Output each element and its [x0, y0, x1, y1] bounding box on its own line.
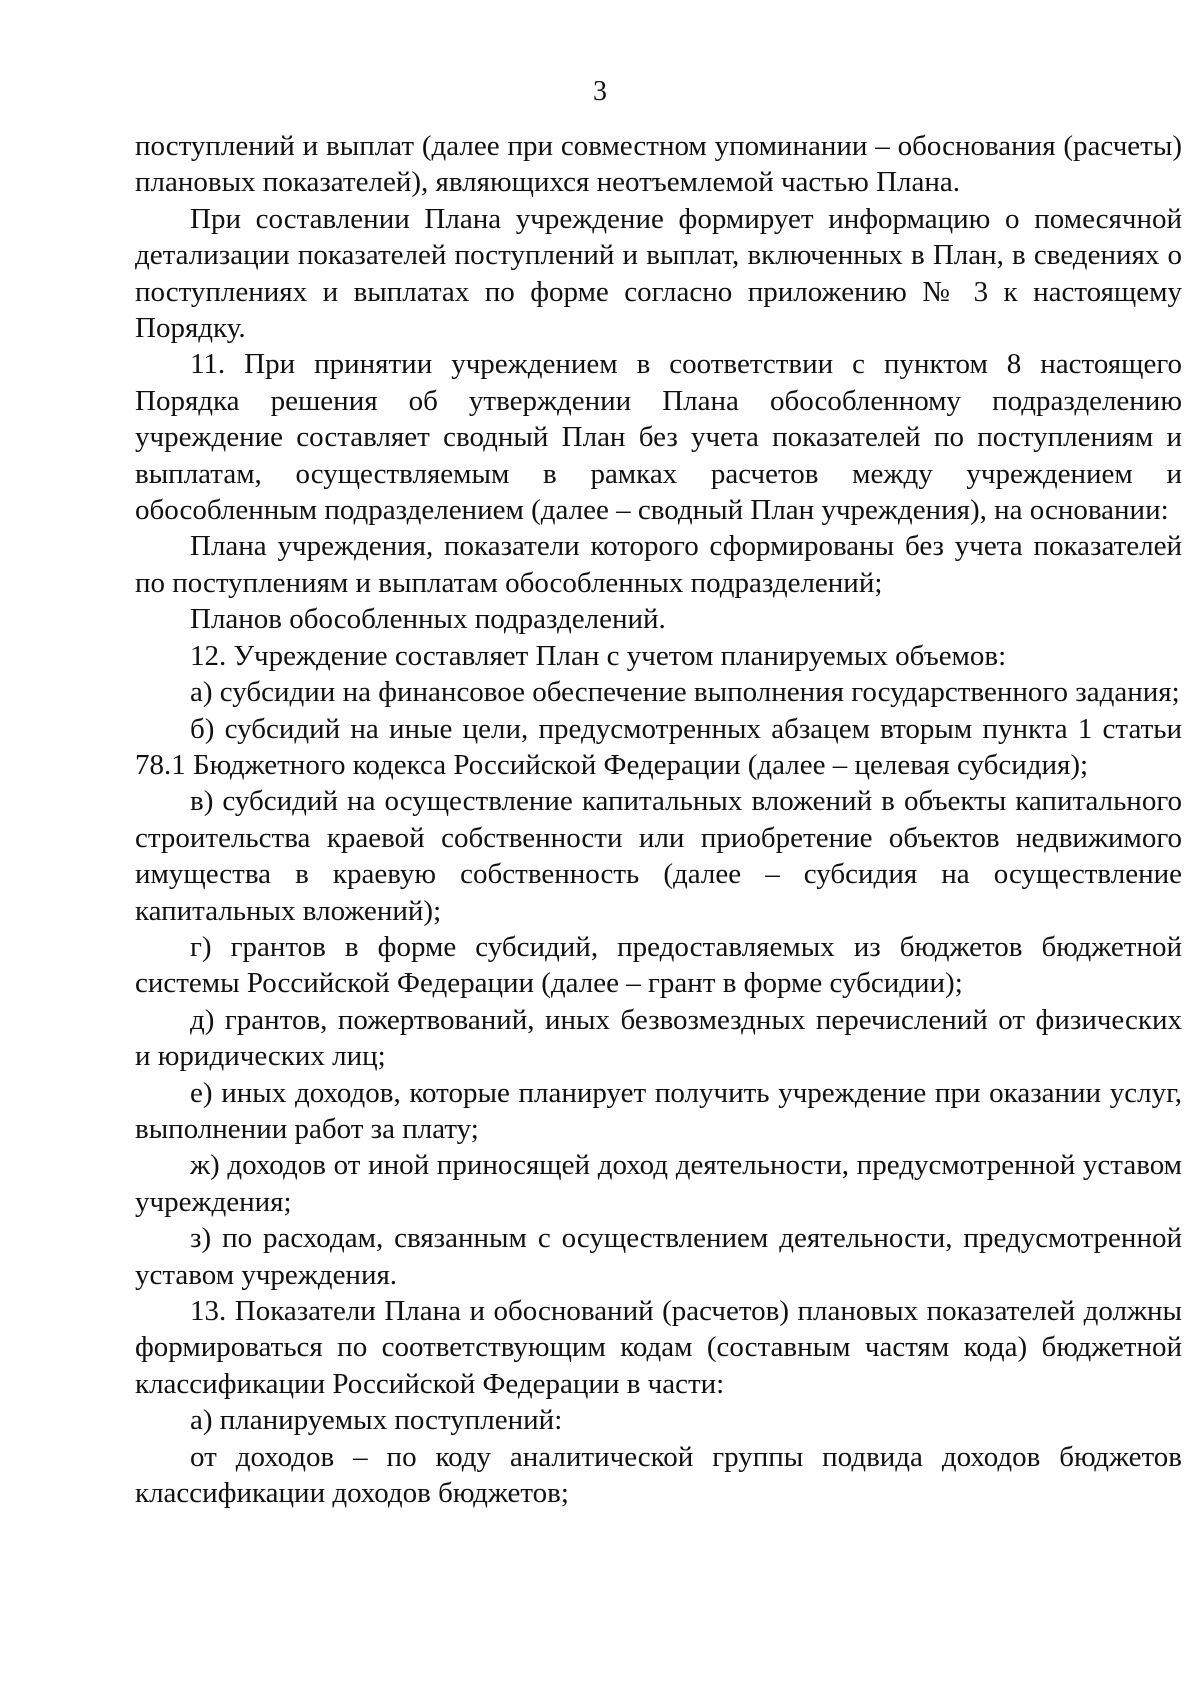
list-item: ж) доходов от иной приносящей доход деятельности, предусмотренной уставом учреждения;: [135, 1149, 1182, 1218]
list-item: з) по расходам, связанным с осуществлением деятельности, предусмотренной уставом учреждения.: [135, 1222, 1182, 1291]
list-item: а) субсидии на финансовое обеспечение выполнения государственного задания;: [190, 676, 1180, 709]
document-body: [135, 128, 1182, 1511]
page-number: 3: [593, 76, 607, 107]
paragraph: от доходов – по коду аналитической группы подвида доходов бюджетов классификации доходов бюджетов;: [135, 1440, 1182, 1510]
paragraph: Планов обособленных подразделений.: [190, 603, 666, 636]
list-item: а) планируемых поступлений:: [190, 1404, 563, 1437]
paragraph-item-13: 13. Показатели Плана и обоснований (расчетов) плановых показателей должны формироваться по соответствующим кодам (составным частям кода) бюджетной классификации Российской Федерации в части:: [135, 1295, 1182, 1400]
list-item: е) иных доходов, которые планирует получить учреждение при оказании услуг, выполнении работ за плату;: [135, 1076, 1182, 1145]
paragraph-item-12: 12. Учреждение составляет План с учетом планируемых объемов:: [190, 639, 1007, 672]
list-item: б) субсидий на иные цели, предусмотренных абзацем вторым пункта 1 статьи 78.1 Бюджетного кодекса Российской Федерации (далее – целевая субсидия);: [135, 712, 1182, 781]
list-item: г) грантов в форме субсидий, предоставляемых из бюджетов бюджетной системы Российской Федерации (далее – грант в форме субсидии);: [135, 930, 1182, 1000]
paragraph-item-11: 11. При принятии учреждением в соответствии с пунктом 8 настоящего Порядка решения об утверждении Плана обособленному подразделению учреждение составляет сводный План без учета показателей по поступлениям и выплатам, осуществляемым в рамках расчетов между учреждением и обособленным подразделением (далее – сводный План учреждения), на основании:: [135, 348, 1182, 527]
list-item: в) субсидий на осуществление капитальных вложений в объекты капитального строительства краевой собственности или приобретение объектов недвижимого имущества в краевую собственность (далее – субсидия на осуществление капитальных вложений);: [135, 785, 1182, 927]
paragraph: При составлении Плана учреждение формирует информацию о помесячной детализации показателей поступлений и выплат, включенных в План, в сведениях о поступлениях и выплатах по форме согласно приложению № 3 к настоящему Порядку.: [135, 202, 1182, 345]
paragraph-continuation: поступлений и выплат (далее при совместном упоминании – обоснования (расчеты) плановых показателей), являющихся неотъемлемой частью Плана.: [135, 130, 1182, 199]
list-item: д) грантов, пожертвований, иных безвозмездных перечислений от физических и юридических лиц;: [135, 1003, 1182, 1073]
paragraph: Плана учреждения, показатели которого сформированы без учета показателей по поступлениям и выплатам обособленных подразделений;: [135, 530, 1182, 599]
